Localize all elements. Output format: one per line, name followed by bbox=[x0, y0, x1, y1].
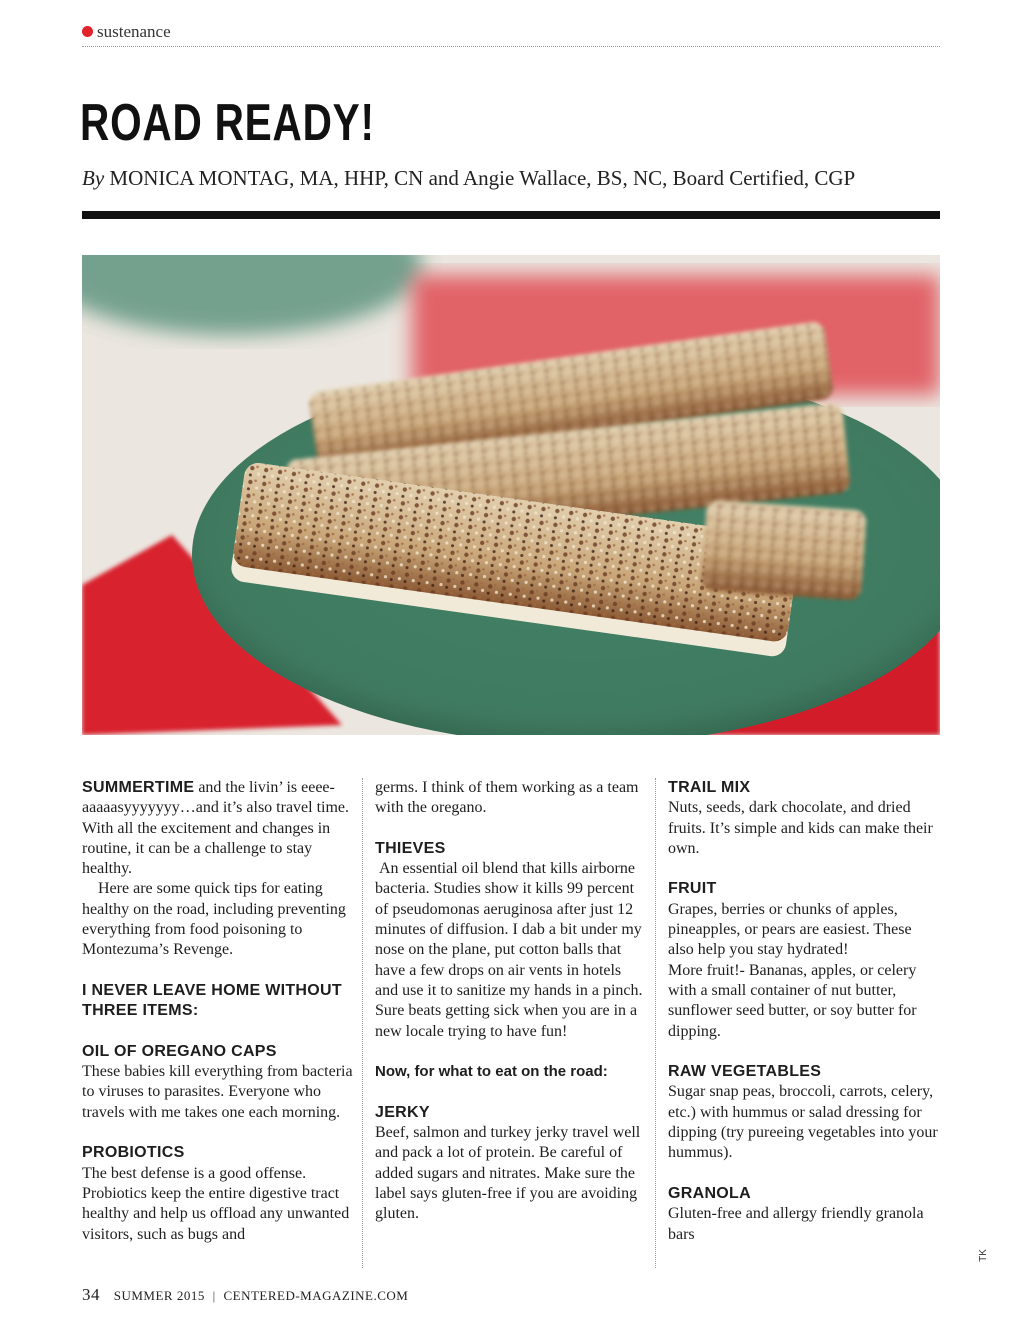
page-footer bbox=[82, 1285, 408, 1305]
intro-text: and the livin’ is eeee-aaaaasyyyyyyy…and it’s also travel time. With all the excitement and changes in routine, it can be a challenge to stay healthy. bbox=[82, 779, 350, 878]
raw-vegetables-heading: RAW VEGETABLES bbox=[668, 1063, 822, 1081]
jerky-text: Beef, salmon and turkey jerky travel well and pack a lot of protein. Be careful of added sugars and nitrates. Make sure the label says gluten-free if you are avoiding gluten. bbox=[375, 1124, 641, 1223]
title-rule bbox=[82, 211, 940, 219]
section-heading: I NEVER LEAVE HOME WITHOUT THREE ITEMS: bbox=[82, 981, 342, 1020]
section-label: sustenance bbox=[97, 22, 171, 41]
granola-bars-photo bbox=[82, 255, 940, 735]
column-divider bbox=[362, 778, 363, 1268]
article-column-1 bbox=[82, 778, 354, 1245]
page-number: 34 bbox=[82, 1285, 100, 1304]
site-label: CENTERED-MAGAZINE.COM bbox=[223, 1288, 409, 1303]
probiotics-heading: PROBIOTICS bbox=[82, 1144, 185, 1162]
article-column-3 bbox=[668, 778, 940, 1245]
oregano-text: These babies kill everything from bacteria to viruses to parasites. Everyone who travels with me takes one each morning. bbox=[82, 1063, 353, 1121]
section-dot-icon bbox=[82, 26, 93, 37]
fruit-text: Grapes, berries or chunks of apples, pineapples, or pears are easiest. These also help you stay hydrated! bbox=[668, 900, 912, 959]
article-title: ROAD READY! bbox=[80, 94, 375, 152]
probiotics-continued: germs. I think of them working as a team with the oregano. bbox=[375, 779, 639, 817]
byline bbox=[82, 166, 855, 191]
byline-authors: MONICA MONTAG, MA, HHP, CN and Angie Wallace, BS, NC, Board Certified, CGP bbox=[109, 166, 856, 190]
intro-lead: SUMMERTIME bbox=[82, 779, 195, 796]
probiotics-text: The best defense is a good offense. Probiotics keep the entire digestive tract healthy and help us offload any unwanted visitors, such as bugs and bbox=[82, 1164, 350, 1243]
raw-vegetables-text: Sugar snap peas, broccoli, carrots, celery, etc.) with hummus or salad dressing for dipping (try pureeing vegetables into your hummus). bbox=[668, 1083, 938, 1162]
article-column-2 bbox=[375, 778, 647, 1225]
intro-paragraph bbox=[82, 778, 354, 879]
granola-bars-on-green-plate-photo bbox=[82, 255, 940, 735]
thieves-text: An essential oil blend that kills airborne bacteria. Studies show it kills 99 percent of pseudomonas aeruginosa after just 12 minutes of diffusion. I dab a bit under my nose on the plane, put cotton balls that have a few drops on air vents in hotels and use it to sanitize my hands in a pinch. Sure beats getting sick when you are in a new locale trying to have fun! bbox=[375, 860, 647, 1040]
jerky-heading: JERKY bbox=[375, 1103, 430, 1121]
oregano-heading: OIL OF OREGANO CAPS bbox=[82, 1042, 277, 1060]
granola-heading: GRANOLA bbox=[668, 1184, 751, 1202]
road-food-heading: Now, for what to eat on the road: bbox=[375, 1063, 608, 1081]
fruit-heading: FRUIT bbox=[668, 880, 717, 898]
trail-mix-heading: TRAIL MIX bbox=[668, 779, 751, 796]
issue-label: SUMMER 2015 bbox=[113, 1288, 205, 1303]
footer-separator: | bbox=[212, 1288, 216, 1303]
byline-prefix: By bbox=[82, 166, 105, 190]
section-tag bbox=[82, 20, 940, 47]
granola-text: Gluten-free and allergy friendly granola bars bbox=[668, 1205, 924, 1243]
intro-paragraph-2: Here are some quick tips for eating healthy on the road, including preventing everything from food poisoning to Montezuma’s Revenge. bbox=[82, 880, 346, 959]
side-mark: TK bbox=[977, 1249, 989, 1262]
trail-mix-text: Nuts, seeds, dark chocolate, and dried fruits. It’s simple and kids can make their own. bbox=[668, 799, 933, 857]
fruit-text-2: More fruit!- Bananas, apples, or celery with a small container of nut butter, sunflower seed butter, or soy butter for dipping. bbox=[668, 961, 917, 1040]
thieves-heading: THIEVES bbox=[375, 839, 446, 857]
column-divider bbox=[655, 778, 656, 1268]
